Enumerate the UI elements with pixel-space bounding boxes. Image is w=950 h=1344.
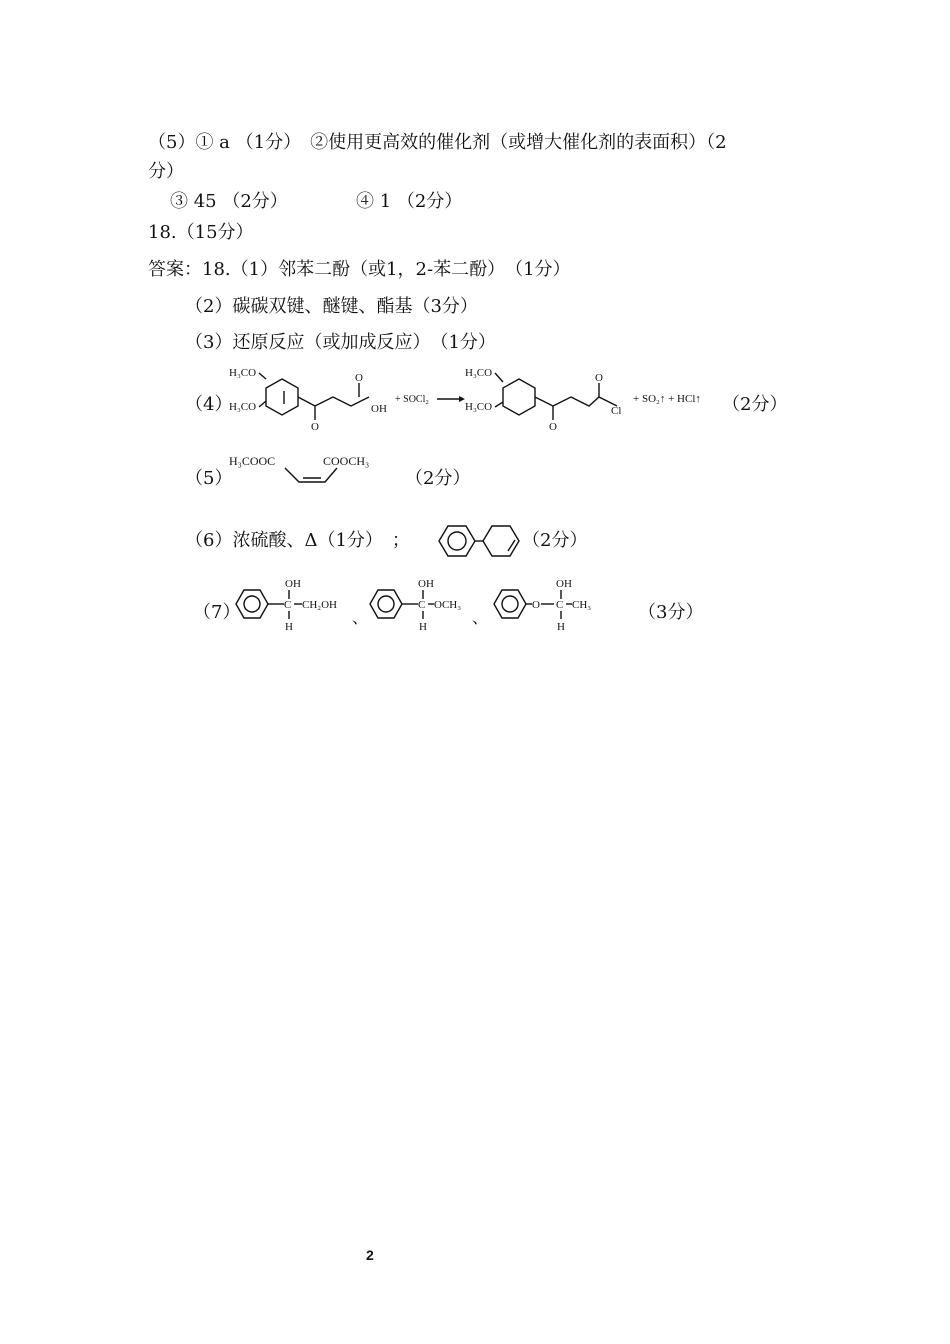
part4-reaction-scheme <box>225 360 725 440</box>
svg-text:H: H <box>557 621 565 633</box>
product-methoxy-2: H₃CO <box>465 401 493 413</box>
svg-text:OH: OH <box>418 578 434 590</box>
q17-5-sub3: ③ 45 （2分） <box>170 191 288 212</box>
svg-text:CH₃: CH₃ <box>572 599 592 611</box>
q18-part7-score: （3分） <box>638 602 704 623</box>
byproducts: + SO₂↑ + HCl↑ <box>633 393 701 405</box>
q18-part4-score: （2分） <box>722 394 788 415</box>
reactant-methoxy-2: H₃CO <box>229 401 257 413</box>
reactant-methoxy-1: H₃CO <box>229 367 257 379</box>
product-methoxy-1: H₃CO <box>465 367 493 379</box>
part5-left-ester: H₃COOC <box>229 454 276 468</box>
product-carbonyl-o: O <box>549 421 557 433</box>
part7-structure-2 <box>370 578 461 633</box>
q18-answer-line: 答案：18.（1）邻苯二酚（或1，2-苯二酚） （1分） <box>148 259 571 280</box>
svg-text:OH: OH <box>556 578 572 590</box>
q17-5-sub4: ④ 1 （2分） <box>356 191 463 212</box>
benzene-ring <box>439 526 475 556</box>
svg-text:OH: OH <box>285 578 301 590</box>
part7-structures <box>232 573 632 635</box>
aromatic-circle <box>448 532 466 550</box>
q18-header: 18.（15分） <box>148 222 254 243</box>
reactant-acid-oh: OH <box>371 403 387 415</box>
svg-text:OCH₃: OCH₃ <box>434 599 462 611</box>
q18-part7-label: （7） <box>193 602 241 623</box>
q17-5-line1: （5）① a （1分） ②使用更高效的催化剂（或增大催化剂的表面积）（2 <box>148 132 727 153</box>
page-number: 2 <box>366 1247 374 1263</box>
q18-part6-score: （2分） <box>522 530 588 551</box>
q17-5-line2: 分） <box>148 161 184 182</box>
svg-text:H: H <box>419 621 427 633</box>
svg-text:C: C <box>418 599 426 611</box>
q18-part5-score: （2分） <box>405 468 471 489</box>
svg-text:CH₂OH: CH₂OH <box>302 599 338 611</box>
q18-part5-label: （5） <box>185 468 233 489</box>
product-acyl-o: O <box>595 372 603 384</box>
q18-part3: （3）还原反应（或加成反应） （1分） <box>185 332 496 353</box>
svg-text:H: H <box>285 621 293 633</box>
svg-text:O: O <box>532 599 540 611</box>
reactant-acid-o: O <box>355 372 363 384</box>
product-benzene-ring <box>503 379 535 415</box>
part5-structure <box>225 448 400 490</box>
svg-text:C: C <box>556 599 564 611</box>
reactant-benzene-ring <box>266 379 298 415</box>
reagent-socl2: + SOCl₂ <box>395 394 429 405</box>
q18-part4-label: （4） <box>185 394 233 415</box>
q18-part6-text: （6）浓硫酸、Δ（1分） ； <box>185 530 410 551</box>
svg-text:C: C <box>284 599 292 611</box>
reactant-carbonyl-o: O <box>311 421 319 433</box>
part7-structure-1 <box>236 578 337 633</box>
q18-part2: （2）碳碳双键、醚键、酯基（3分） <box>185 296 478 317</box>
svg-text:、: 、 <box>472 610 489 627</box>
product-cl: Cl <box>611 405 622 417</box>
part6-phenylcyclohexene <box>425 520 521 562</box>
part5-right-ester: COOCH₃ <box>323 454 370 468</box>
svg-text:、: 、 <box>352 610 369 627</box>
part7-structure-3 <box>494 578 591 633</box>
